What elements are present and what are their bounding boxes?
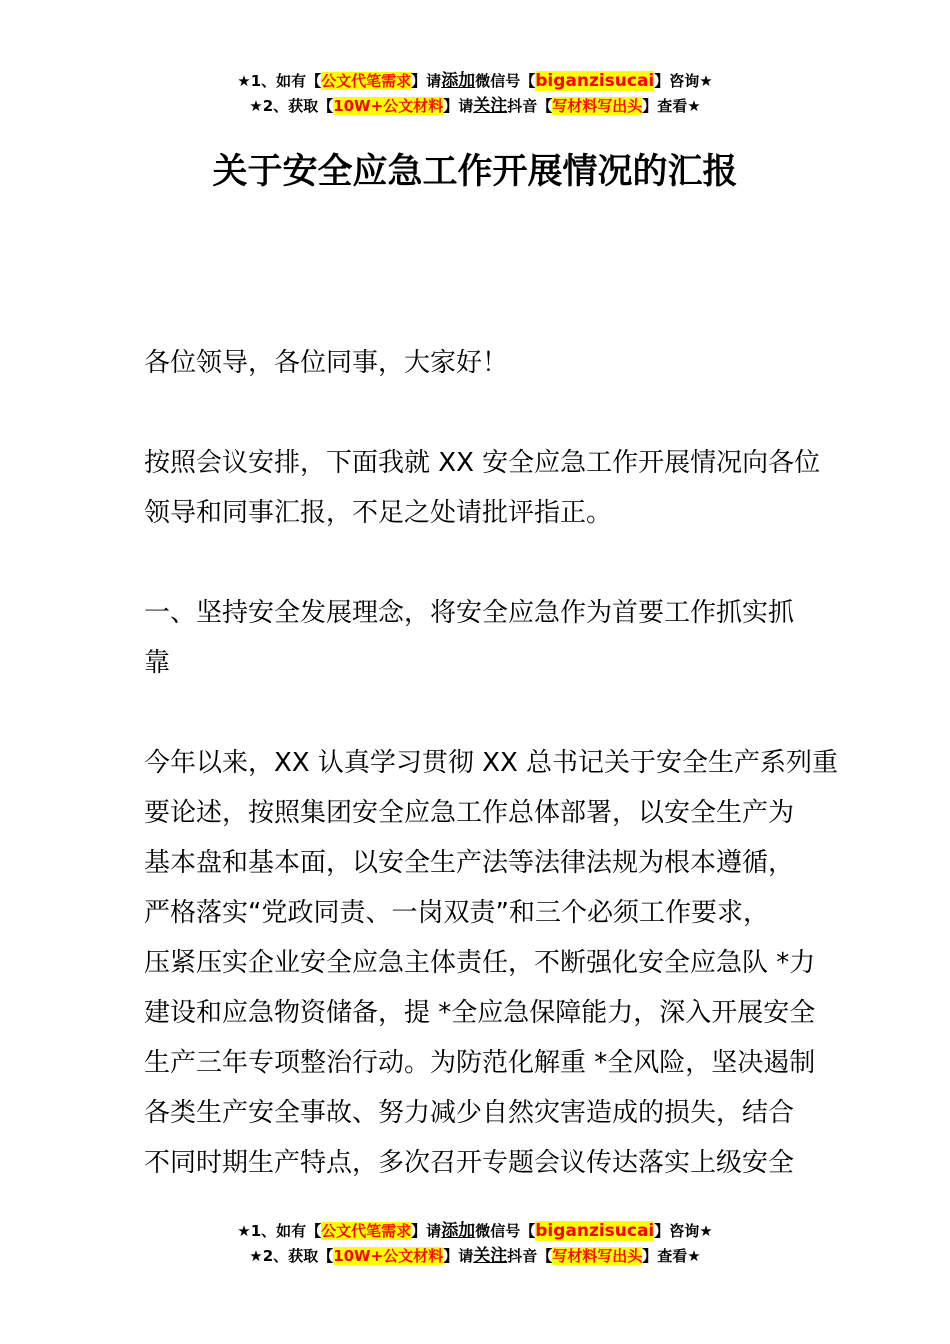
text-line: 各类生产安全事故、努力减少自然灾害造成的损失，结合 bbox=[144, 1098, 795, 1128]
intro-paragraph bbox=[144, 438, 821, 538]
body-paragraph bbox=[144, 738, 839, 1188]
promo-underlined: 添加 bbox=[441, 1221, 476, 1241]
promo-text: 微信号【 bbox=[475, 1222, 536, 1240]
promo-text: 】请 bbox=[443, 97, 474, 115]
promo-line-2 bbox=[0, 1244, 950, 1269]
greeting: 各位领导，各位同事，大家好！ bbox=[144, 348, 509, 378]
promo-highlight: 公文代笔需求 bbox=[321, 72, 412, 90]
text-line: 按照会议安排，下面我就 XX 安全应急工作开展情况向各位 bbox=[144, 448, 821, 478]
promo-header bbox=[0, 69, 950, 119]
text-line: 建设和应急物资储备，提 *全应急保障能力，深入开展安全 bbox=[144, 998, 816, 1028]
promo-highlight: 公文代笔需求 bbox=[321, 1222, 412, 1240]
promo-footer bbox=[0, 1219, 950, 1269]
promo-text: ★2、获取【 bbox=[249, 1247, 334, 1265]
promo-text: 抖音【 bbox=[507, 97, 553, 115]
text-line: 不同时期生产特点，多次召开专题会议传达落实上级安全 bbox=[144, 1148, 795, 1178]
promo-highlight: 写材料写出头 bbox=[552, 1247, 643, 1265]
text-line: 领导和同事汇报，不足之处请批评指正。 bbox=[144, 498, 613, 528]
text-line: 今年以来，XX 认真学习贯彻 XX 总书记关于安全生产系列重 bbox=[144, 748, 839, 778]
document-body bbox=[144, 338, 839, 1188]
document-title: 关于安全应急工作开展情况的汇报 bbox=[212, 152, 738, 192]
promo-text: 】咨询★ bbox=[654, 1222, 713, 1240]
section-heading-1 bbox=[144, 588, 809, 688]
promo-text: 】查看★ bbox=[642, 97, 701, 115]
text-line: 严格落实“党政同责、一岗双责”和三个必须工作要求， bbox=[144, 898, 769, 928]
promo-text: 微信号【 bbox=[475, 72, 536, 90]
text-line: 基本盘和基本面，以安全生产法等法律法规为根本遵循， bbox=[144, 848, 795, 878]
promo-underlined: 关注 bbox=[473, 1246, 508, 1266]
promo-text: ★1、如有【 bbox=[237, 72, 322, 90]
promo-text: 】请 bbox=[411, 72, 442, 90]
promo-line-1 bbox=[0, 69, 950, 94]
promo-highlight: 写材料写出头 bbox=[552, 97, 643, 115]
promo-wechat-id: biganzisucai bbox=[535, 71, 655, 91]
promo-line-2 bbox=[0, 94, 950, 119]
promo-underlined: 关注 bbox=[473, 96, 508, 116]
promo-highlight: 10W+公文材料 bbox=[333, 1247, 444, 1265]
promo-text: 抖音【 bbox=[507, 1247, 553, 1265]
text-line: 靠 bbox=[144, 648, 171, 678]
text-line: 压紧压实企业安全应急主体责任，不断强化安全应急队 *力 bbox=[144, 948, 816, 978]
promo-text: 】咨询★ bbox=[654, 72, 713, 90]
text-line: 生产三年专项整治行动。为防范化解重 *全风险，坚决遏制 bbox=[144, 1048, 816, 1078]
text-line: 要论述，按照集团安全应急工作总体部署，以安全生产为 bbox=[144, 798, 795, 828]
promo-wechat-id: biganzisucai bbox=[535, 1221, 655, 1241]
promo-text: 】查看★ bbox=[642, 1247, 701, 1265]
promo-underlined: 添加 bbox=[441, 71, 476, 91]
promo-text: ★2、获取【 bbox=[249, 97, 334, 115]
promo-text: 】请 bbox=[411, 1222, 442, 1240]
promo-highlight: 10W+公文材料 bbox=[333, 97, 444, 115]
promo-text: ★1、如有【 bbox=[237, 1222, 322, 1240]
text-line: 一、坚持安全发展理念，将安全应急作为首要工作抓实抓 bbox=[144, 598, 795, 628]
promo-line-1 bbox=[0, 1219, 950, 1244]
promo-text: 】请 bbox=[443, 1247, 474, 1265]
